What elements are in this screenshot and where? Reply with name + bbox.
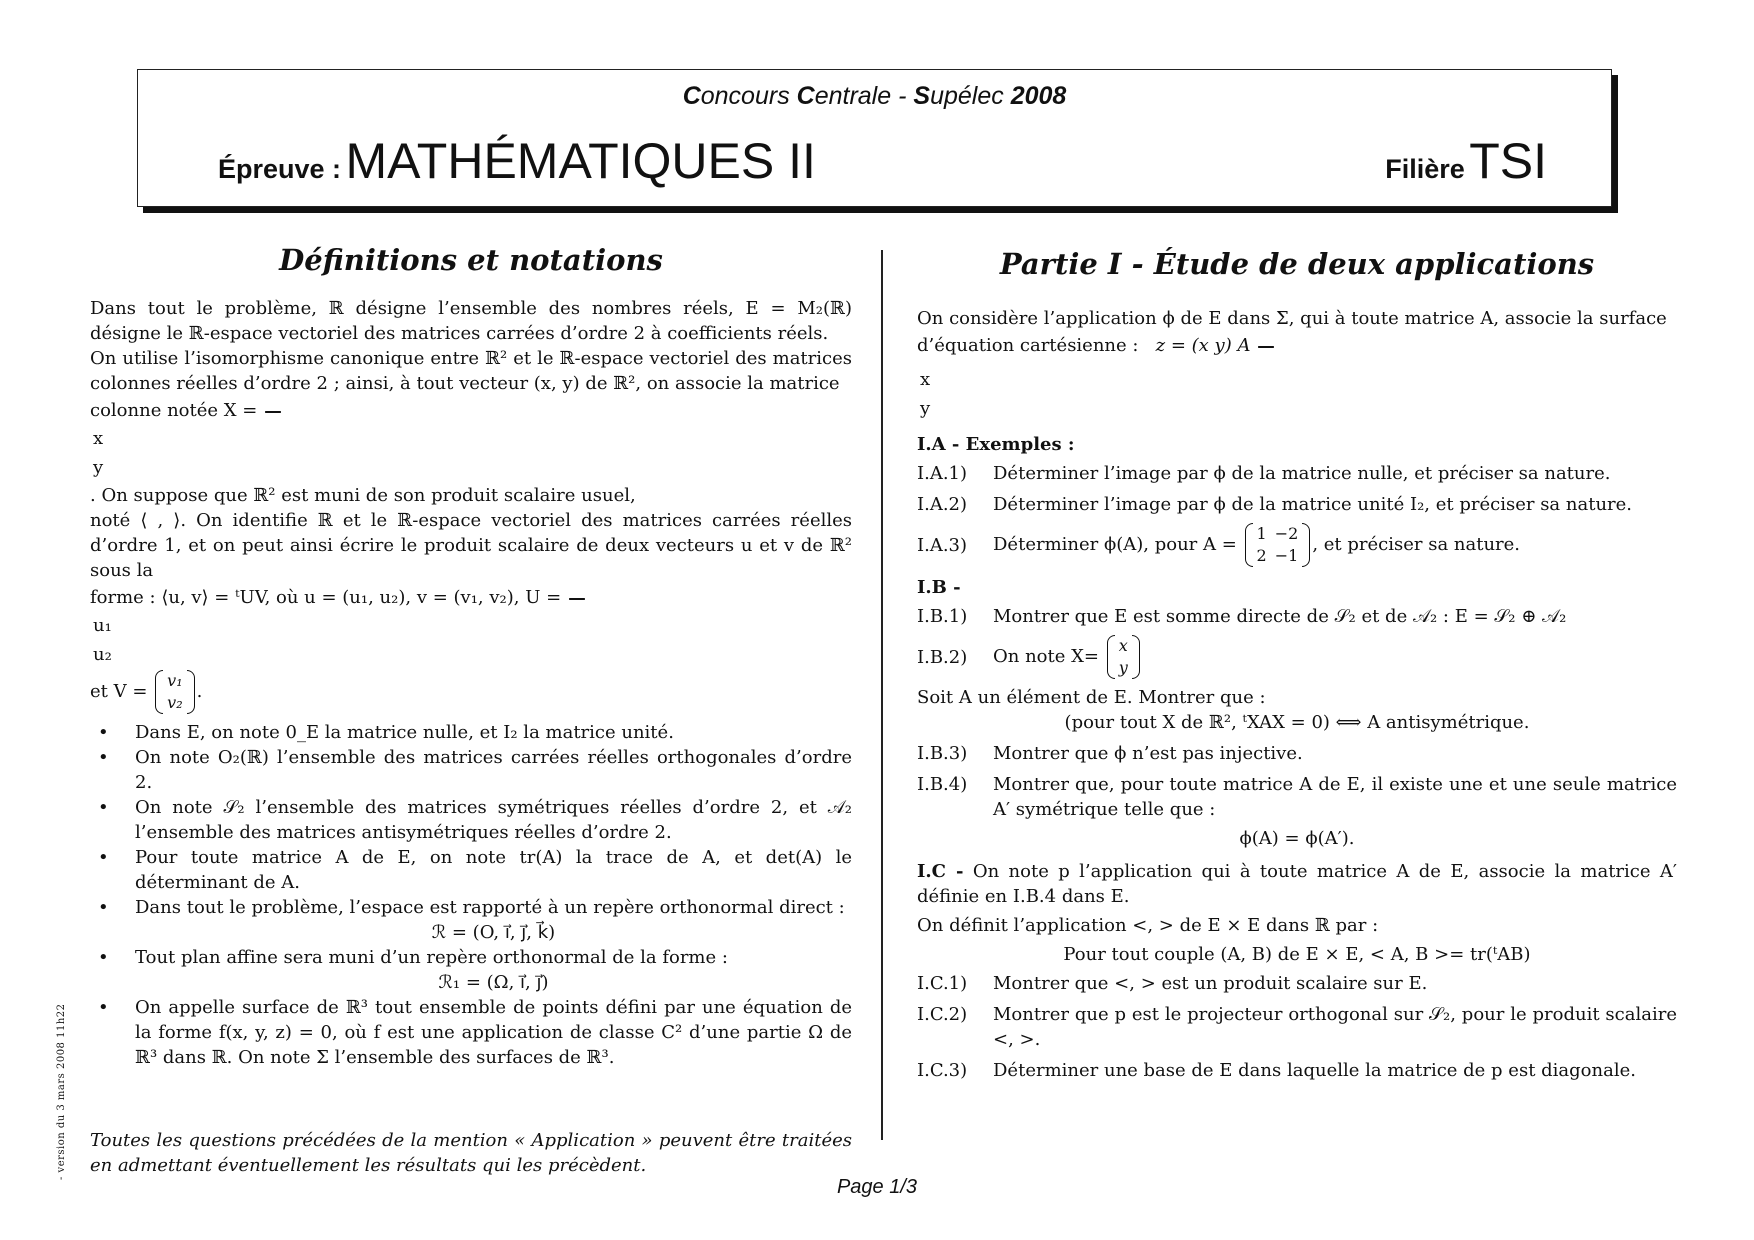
paragraph: Soit A un élément de E. Montrer que : xyxy=(917,687,1266,708)
paragraph: forme : ⟨u, v⟩ = ᵗUV, où u = (u₁, u₂), v = (v₁, v₂), U = xyxy=(90,587,562,608)
question: I.B.4) Montrer que, pour toute matrice A de E, il existe une et une seule matrice A′ symétrique telle que : xyxy=(917,774,1677,820)
contest-title: Concours Centrale - Supélec 2008 xyxy=(682,82,1067,110)
list-item: • On note 𝒮₂ l’ensemble des matrices symétriques réelles d’ordre 2, et 𝒜₂ l’ensemble des matrices antisymétriques réelles d’ordre 2. xyxy=(90,795,852,845)
subsection-heading: I.A - Exemples : xyxy=(917,434,1075,455)
frame-formula: ℛ = (O, i⃗, j⃗, k⃗) xyxy=(431,922,556,943)
application-note: Toutes les questions précédées de la mention « Application » peuvent être traitées en admettant éventuellement les résultats qui les précèdent. xyxy=(90,1130,852,1176)
paragraph: colonne notée X = xyxy=(90,400,258,421)
question: I.C.3) Déterminer une base de E dans laquelle la matrice de p est diagonale. xyxy=(917,1060,1636,1081)
definitions-list xyxy=(90,720,852,1070)
paragraph: On considère l’application ϕ de E dans Σ, qui à toute matrice A, associe la surface xyxy=(917,308,1667,329)
paragraph: Dans tout le problème, ℝ désigne l’ensemble des nombres réels, E = M₂(ℝ) désigne le ℝ-espace vectoriel des matrices carrées d’ordre 2 à coefficients réels. xyxy=(90,298,852,344)
paragraph: noté ⟨ , ⟩. On identifie ℝ et le ℝ-espace vectoriel des matrices carrées réelles d’ordre 1, et on peut ainsi écrire le produit scalaire de deux vecteurs u et v de ℝ² sous la xyxy=(90,510,852,581)
frame-formula: ℛ₁ = (Ω, i⃗, j⃗) xyxy=(438,972,549,993)
paragraph: d’équation cartésienne : z = (x y) A xyxy=(917,335,1251,356)
vector-x: x y xyxy=(1107,635,1140,679)
question: I.A.3) Déterminer ϕ(A), pour A = 1 −2 2 −1 , et préciser sa nature. xyxy=(917,524,1521,565)
left-section-title: Définitions et notations xyxy=(279,243,663,277)
equivalence-formula: (pour tout X de ℝ², ᵗXAX = 0) ⟺ A antisymétrique. xyxy=(1064,712,1530,733)
epreuve-title: Épreuve : MATHÉMATIQUES II xyxy=(218,133,816,189)
filiere-title: Filière TSI xyxy=(1385,133,1547,189)
formula: ϕ(A) = ϕ(A′). xyxy=(1239,828,1355,849)
left-column: Définitions et notations Dans tout le problème, ℝ désigne l’ensemble des nombres réels, E = M₂(ℝ) désigne le ℝ-espace vectoriel des matrices carrées d’ordre 2 à coefficients réels. On utilise l’isomorphisme canonique entre ℝ² et le ℝ-espace vectoriel des matrices colonnes réelles d’ordre 2 ; ainsi, à tout vecteur (x, y) de ℝ², on associe la matrice colonne notée X = x y . On suppose que ℝ² est muni de son produit scalaire usuel, noté ⟨ , ⟩. On identifie ℝ et le ℝ-espace vectoriel des matrices carrées réelles d’ordre 1, et on peut ainsi écrire le produit scalaire de deux vecteurs u et v de ℝ² sous la forme : ⟨u, v⟩ = ᵗUV, où u = (u₁, u₂), v = (v₁, v₂), U = u₁ u₂ et V = v₁ v₂ . • Dans E, on note 0_E la matrice nulle, et I₂ la matrice unité. • On note O₂(ℝ) l’ensemble des matrices carrées réelles orthogonales d’ordre 2. • On note 𝒮₂ l’ensemble des matrices symétriques réelles d’ordre 2, et 𝒜₂ l’ensemble des matrices antisymétriques réelles d’ordre 2. • Pour toute matrice A de E, on note tr(A) la trace de A, et det(A) le déterminant de A. • Dans tout le problème, l’espace est rapporté à un repère orthonormal direct : ℛ = (O, i⃗, j⃗, k⃗) • Tout plan affine sera muni d’un repère orthonormal de la forme : ℛ₁ = (Ω, i⃗, j⃗) • On appelle surface de ℝ³ tout ensemble de points défini par une équation de la forme f(x, y, z) = 0, où f est une application de classe C² d’une partie Ω de ℝ³ dans ℝ. On note Σ l’ensemble des surfaces de ℝ³. Toutes les questions précédées de la mention « Application » peuvent être traitées en admettant éventuellement les résultats qui les précèdent. xyxy=(90,242,852,1178)
paragraph: I.C - On note p l’application qui à toute matrice A de E, associe la matrice A′ définie en I.B.4 dans E. xyxy=(917,861,1677,907)
question: I.B.3) Montrer que ϕ n’est pas injective. xyxy=(917,743,1303,764)
formula: Pour tout couple (A, B) de E × E, < A, B >= tr(ᵗAB) xyxy=(1063,944,1531,965)
paragraph: On définit l’application <, > de E × E dans ℝ par : xyxy=(917,915,1379,936)
list-item: • Dans E, on note 0_E la matrice nulle, et I₂ la matrice unité. xyxy=(90,720,852,745)
matrix-a: 1 −2 2 −1 xyxy=(1245,523,1311,567)
question: I.A.2) Déterminer l’image par ϕ de la matrice unité I₂, et préciser sa nature. xyxy=(917,494,1633,515)
question: I.C.2) Montrer que p est le projecteur orthogonal sur 𝒮₂, pour le produit scalaire <, >. xyxy=(917,1004,1677,1050)
right-column: Partie I - Étude de deux applications On considère l’application ϕ de E dans Σ, qui à toute matrice A, associe la surface d’équation cartésienne : z = (x y) A x y I.A - Exemples : I.A.1) Déterminer l’image par ϕ de la matrice nulle, et préciser sa nature. I.A.2) Déterminer l’image par ϕ de la matrice unité I₂, et préciser sa nature. I.A.3) Déterminer ϕ(A), pour A = 1 −2 2 −1 , et préciser sa nature. I.B - I.B.1) Montrer que E est somme directe de 𝒮₂ et de 𝒜₂ : E = 𝒮₂ ⊕ 𝒜₂ I.B.2) On note X= x y Soit A un élément de E. Montrer que : (pour tout X de ℝ², ᵗXAX = 0) ⟺ A antisymétrique. I.B.3) Montrer que ϕ n’est pas injective. I.B.4) Montrer que, pour toute matrice A de E, il existe une et une seule matrice A′ symétrique telle que : ϕ(A) = ϕ(A′). I.C - On note p l’application qui à toute matrice A de E, associe la matrice A′ définie en I.B.4 dans E. On définit l’application <, > de E × E dans ℝ par : Pour tout couple (A, B) de E × E, < A, B >= tr(ᵗAB) I.C.1) Montrer que <, > est un produit scalaire sur E. I.C.2) Montrer que p est le projecteur orthogonal sur 𝒮₂, pour le produit scalaire <, >. I.C.3) Déterminer une base de E dans laquelle la matrice de p est diagonale. xyxy=(917,247,1677,1081)
list-item: • Dans tout le problème, l’espace est rapporté à un repère orthonormal direct : ℛ = (O, i⃗, j⃗, k⃗) xyxy=(90,895,852,945)
column-divider xyxy=(881,250,883,1140)
list-item: • On note O₂(ℝ) l’ensemble des matrices carrées réelles orthogonales d’ordre 2. xyxy=(90,745,852,795)
question: I.C.1) Montrer que <, > est un produit scalaire sur E. xyxy=(917,973,1428,994)
question: I.B.1) Montrer que E est somme directe de 𝒮₂ et de 𝒜₂ : E = 𝒮₂ ⊕ 𝒜₂ xyxy=(917,606,1567,627)
header-box xyxy=(137,69,1612,207)
page-number: Page 1/3 xyxy=(836,1176,918,1198)
vector-v: v₁ v₂ xyxy=(155,670,194,714)
paragraph: On utilise l’isomorphisme canonique entre ℝ² et le ℝ-espace vectoriel des matrices colonnes réelles d’ordre 2 ; ainsi, à tout vecteur (x, y) de ℝ², on associe la matrice xyxy=(90,348,852,394)
version-stamp: - version du 3 mars 2008 11h22 xyxy=(56,1003,67,1180)
list-item: • On appelle surface de ℝ³ tout ensemble de points défini par une équation de la forme f(x, y, z) = 0, où f est une application de classe C² d’une partie Ω de ℝ³ dans ℝ. On note Σ l’ensemble des surfaces de ℝ³. xyxy=(90,995,852,1070)
question: I.A.1) Déterminer l’image par ϕ de la matrice nulle, et préciser sa nature. xyxy=(917,463,1611,484)
question: I.B.2) On note X= x y xyxy=(917,635,1677,679)
right-section-title: Partie I - Étude de deux applications xyxy=(999,247,1595,281)
subsection-heading: I.B - xyxy=(917,577,961,598)
list-item: • Pour toute matrice A de E, on note tr(A) la trace de A, et det(A) le déterminant de A. xyxy=(90,845,852,895)
list-item: • Tout plan affine sera muni d’un repère orthonormal de la forme : ℛ₁ = (Ω, i⃗, j⃗) xyxy=(90,945,852,995)
